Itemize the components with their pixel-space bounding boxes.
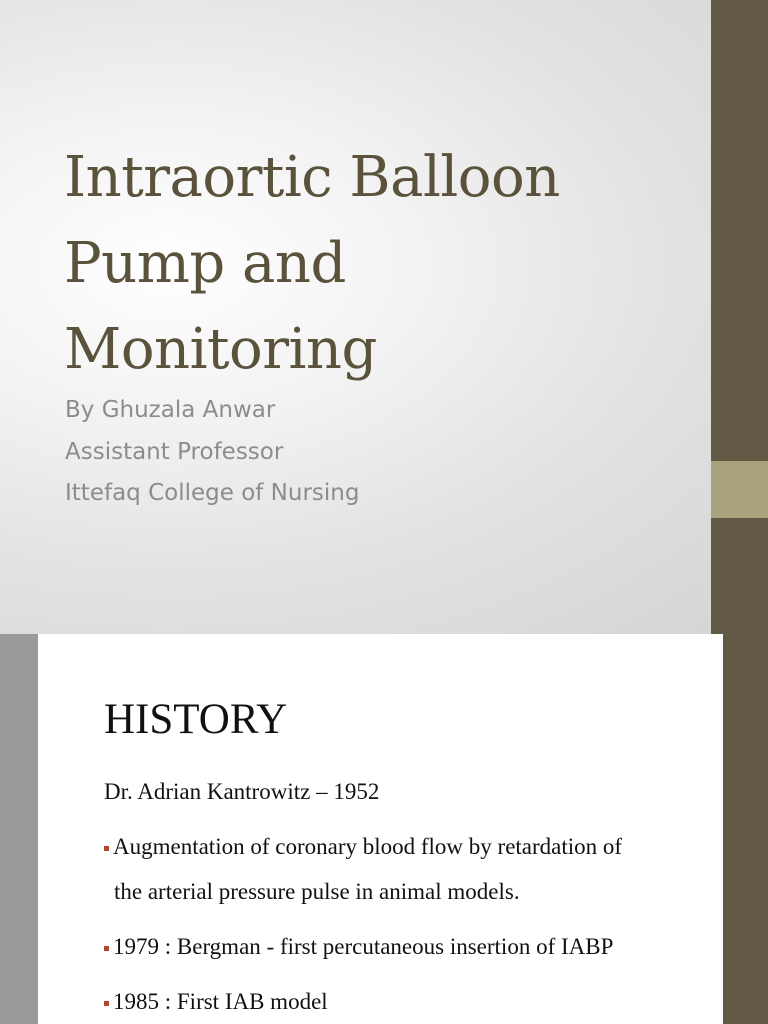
bullet-1-line-2: the arterial pressure pulse in animal models. [114,879,520,904]
slide-title [64,135,684,393]
author-position: Assistant Professor [65,438,284,465]
bullet-3-text: 1985 : First IAB model [113,989,328,1014]
slide-subtitle [65,390,359,515]
slide-title-line-3: Monitoring [64,317,377,382]
history-heading: HISTORY [104,696,288,743]
slide-title-line-2: Pump and [64,231,346,296]
slide-side-accent [711,461,768,518]
history-intro: Dr. Adrian Kantrowitz – 1952 [104,779,380,804]
bullet-marker-1 [104,846,109,851]
bullet-marker-3 [104,1001,109,1006]
history-slide [38,634,723,1024]
bullet-2-text: 1979 : Bergman - first percutaneous insertion of IABP [113,934,614,959]
slide-title-line-1: Intraortic Balloon [64,145,560,210]
bullet-marker-2 [104,946,109,951]
author-institution: Ittefaq College of Nursing [65,480,360,506]
bullet-1-line-1: Augmentation of coronary blood flow by retardation of [113,834,623,859]
author-name: By Ghuzala Anwar [65,397,276,423]
